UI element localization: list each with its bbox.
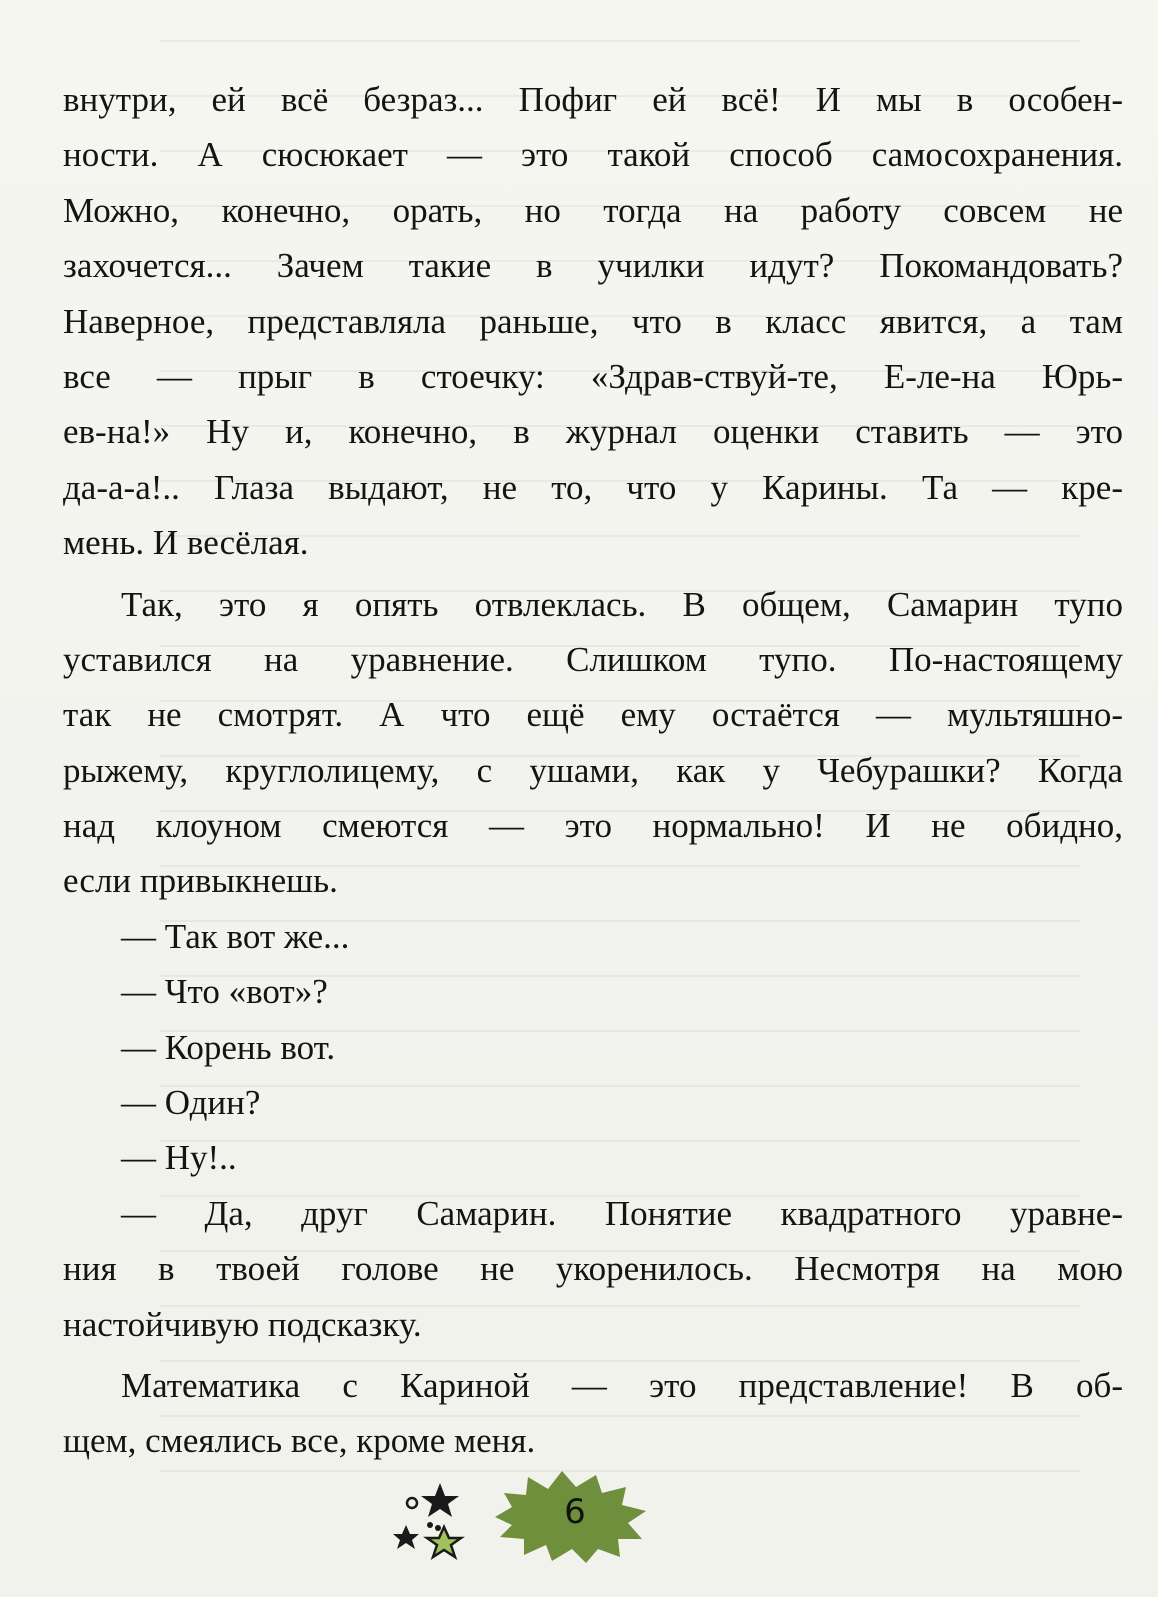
text-line: над клоуном смеются — это нормально! И не обидно, — [63, 806, 1123, 846]
text-line: внутри, ей всё безраз... Пофиг ей всё! И мы в особен- — [63, 80, 1123, 119]
text-line: так не смотрят. А что ещё ему остаётся — мультяшно- — [63, 695, 1123, 735]
dialogue-line: — Один? — [121, 1083, 261, 1123]
text-line: захочется... Зачем такие в училки идут? Покомандовать? — [63, 246, 1123, 286]
text-line: щем, смеялись все, кроме меня. — [63, 1421, 536, 1461]
page-number: 6 — [564, 1492, 586, 1532]
page-footer — [390, 1465, 660, 1575]
dialogue-line: — Ну!.. — [121, 1138, 237, 1178]
text-line: ности. А сюсюкает — это такой способ самосохранения. — [63, 135, 1123, 175]
small-circle-icon — [407, 1498, 417, 1508]
text-line: если привыкнешь. — [63, 861, 338, 901]
dark-star-icon — [421, 1483, 459, 1517]
text-line: рыжему, круглолицему, с ушами, как у Чебурашки? Когда — [63, 750, 1123, 790]
dialogue-line: — Так вот же... — [121, 916, 350, 956]
dot-icon — [435, 1525, 441, 1531]
paragraph-start-line: Математика с Кариной — это представление! В об- — [121, 1365, 1123, 1405]
text-line: уставился на уравнение. Слишком тупо. По-настоящему — [63, 639, 1123, 679]
dialogue-line: — Что «вот»? — [121, 972, 328, 1012]
dialogue-line: — Корень вот. — [121, 1027, 336, 1067]
dot-icon — [427, 1522, 433, 1528]
stars-decoration-icon — [390, 1465, 500, 1575]
dark-star-icon — [393, 1525, 419, 1549]
text-line: да-а-а!.. Глаза выдают, не то, что у Карины. Та — кре- — [63, 467, 1123, 507]
page-text — [63, 72, 1123, 1469]
text-line: настойчивую подсказку. — [63, 1304, 422, 1344]
paragraph-start-line: Так, это я опять отвлеклась. В общем, Самарин тупо — [121, 584, 1123, 624]
text-line: все — прыг в стоечку: «Здрав-ствуй-те, Е-ле-на Юрь- — [63, 356, 1123, 396]
page-number-badge — [490, 1465, 650, 1565]
dialogue-line: — Да, друг Самарин. Понятие квадратного уравне- — [121, 1193, 1123, 1233]
text-line: ния в твоей голове не укоренилось. Несмотря на мою — [63, 1249, 1123, 1289]
text-line: Наверное, представляла раньше, что в класс явится, а там — [63, 301, 1123, 341]
text-line: ев-на!» Ну и, конечно, в журнал оценки ставить — это — [63, 412, 1123, 452]
text-line: мень. И весёлая. — [63, 523, 309, 563]
light-star-icon — [427, 1527, 461, 1557]
text-line: Можно, конечно, орать, но тогда на работу совсем не — [63, 190, 1123, 230]
